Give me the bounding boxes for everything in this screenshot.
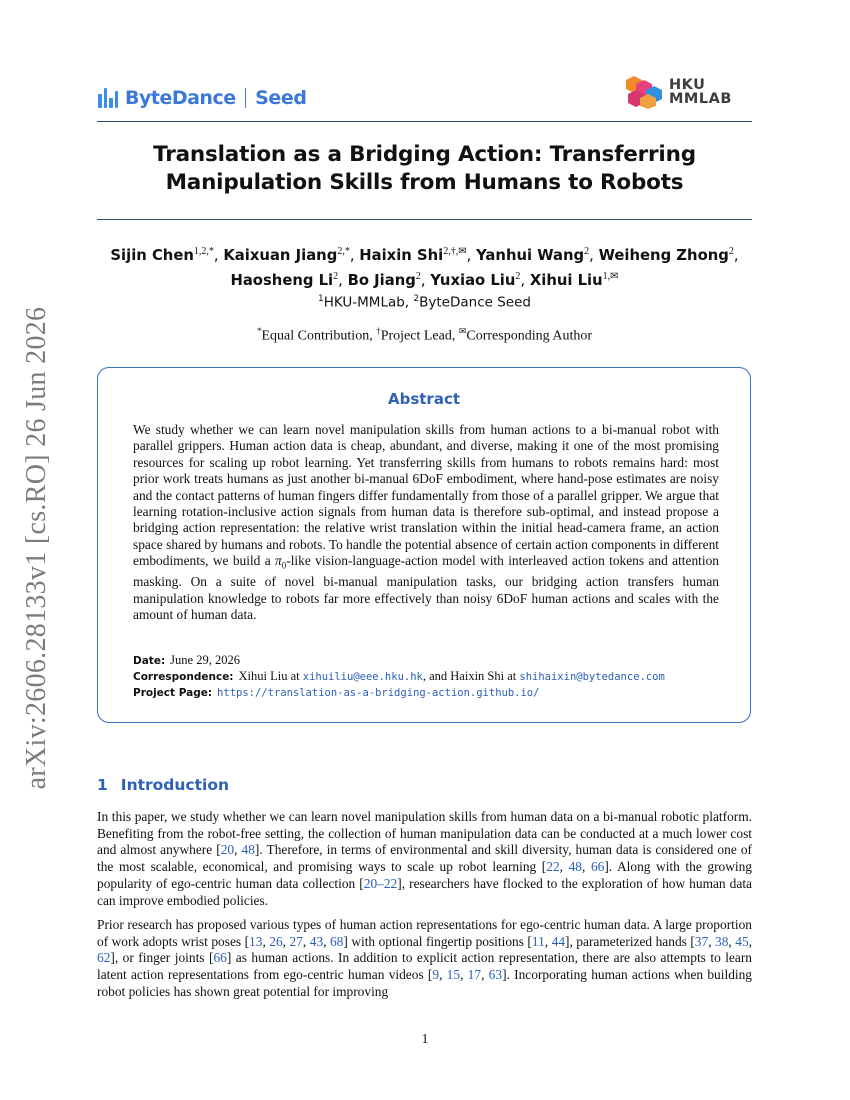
author: Sijin Chen$^{1,2,*}$	[110, 246, 214, 264]
page-number: 1	[421, 1031, 429, 1046]
citation-link[interactable]: 37	[694, 933, 709, 949]
mmlab-wordmark: MMLAB	[669, 91, 732, 107]
arxiv-identifier-stamp: arXiv:2606.28133v1 [cs.RO] 26 Jun 2026	[21, 306, 52, 790]
paper-title	[97, 141, 752, 197]
email-link-shi[interactable]: shihaixin@bytedance.com	[519, 671, 665, 683]
affiliations: $^1$HKU-MMLab, $^2$ByteDance Seed	[318, 294, 531, 311]
hku-wordmark: HKU	[669, 77, 706, 93]
author: Haosheng Li$^2$	[230, 270, 339, 289]
citation-link[interactable]: 45	[735, 933, 749, 949]
citation-link[interactable]: 43	[309, 933, 324, 949]
header-rule	[97, 121, 752, 122]
citation-link[interactable]: 48	[241, 842, 255, 858]
author: Yuxiao Liu$^2$	[430, 270, 521, 289]
section-heading-introduction: 1 Introduction	[97, 776, 230, 794]
citation-link[interactable]: 48	[568, 859, 582, 875]
correspondence-line: Correspondence: Xihui Liu at xihuiliu@eee.hku.hk, and Haixin Shi at shihaixin@bytedance.com	[133, 669, 665, 683]
author: Kaixuan Jiang$^{2,*}$	[223, 246, 350, 264]
intro-paragraph-2: Prior research has proposed various types of human action representations for ego-centric human data. A large proportion of work adopts wrist poses [13, 26, 27, 43, 68] with optional fingertip positions [11, 44], parameterized hands [37, 38, 45, 62], or finger joints [66] as human actions. In addition to explicit action representation, there are also attempts to learn latent action representations from ego-centric human videos [9, 15, 17, 63]. Incorporating human actions when building robot policies has shown great potential for improving	[97, 917, 753, 999]
citation-link[interactable]: 15	[446, 967, 461, 983]
author: Xihui Liu$^{1,✉}$	[529, 270, 619, 289]
abstract-text: We study whether we can learn novel manipulation skills from human actions to a bi-manual robot with parallel grippers. Human action data is cheap, abundant, and diverse, making it one of the most promising resources for scaling up robot learning. Yet transferring skills from humans to robots remains hard: most prior work treats humans as just another bi-manual 6DoF embodiment, where hand-pose estimates are noisy and the contact patterns of human fingers differ fundamentally from those of a parallel gripper. We argue that learning rotation-inclusive action signals from human data is therefore sub-optimal, and instead propose a bridging action representation: the relative wrist translation within the initial head-camera frame, an action space shared by humans and robots. To handle the potential absence of certain action components in different embodiments, we build a $\pi_0$-like vision-language-action model with interleaved action tokens and attention masking. On a suite of novel bi-manual manipulation tasks, our bridging action transfers human manipulation knowledge to robots far more effectively than noisy 6DoF human actions and scales with the amount of human data.	[133, 422, 719, 623]
abstract-heading: Abstract	[387, 390, 461, 408]
bytedance-wordmark: ByteDance	[125, 87, 236, 109]
project-page-link[interactable]: https://translation-as-a-bridging-action.github.io/	[217, 687, 540, 699]
title-line-2: Manipulation Skills from Humans to Robots	[165, 170, 684, 195]
citation-link[interactable]: 20–22	[363, 875, 398, 891]
hku-mmlab-logo	[622, 74, 732, 110]
title-line-1: Translation as a Bridging Action: Transferring	[153, 142, 696, 167]
citation-link[interactable]: 20	[220, 842, 235, 858]
citation-link[interactable]: 11	[531, 933, 545, 949]
author: Weiheng Zhong$^2$	[598, 246, 734, 264]
intro-paragraph-1: In this paper, we study whether we can learn novel manipulation skills from human data on a bi-manual robotic platform. Benefiting from the robot-free setting, the collection of human manipulation data can be conducted at a much lower cost and almost anywhere [20, 48]. Therefore, in terms of environmental and skill diversity, human data is considered one of the most scalable, economical, and promising ways to scale up robot learning [22, 48, 66]. Along with the growing popularity of ego-centric human data collection [20–22], researchers have flocked to the exploration of how human data can improve embodied policies.	[97, 809, 753, 908]
citation-link[interactable]: 66	[590, 859, 605, 875]
author: Yanhui Wang$^2$	[476, 246, 590, 264]
title-rule	[97, 219, 752, 220]
email-link-liu[interactable]: xihuiliu@eee.hku.hk	[302, 671, 423, 683]
citation-link[interactable]: 9	[432, 967, 440, 983]
mmlab-hexagon-icon	[622, 74, 664, 110]
abstract-box	[97, 367, 751, 723]
citation-link[interactable]: 68	[329, 933, 344, 949]
citation-link[interactable]: 38	[715, 933, 729, 949]
author-list: Sijin Chen$^{1,2,*}$, Kaixuan Jiang$^{2,*}$, Haixin Shi$^{2,\dagger,✉}$, Yanhui Wang$^2$, Weiheng Zhong$^2$, Haosheng Li$^2$, Bo Jiang$^2$, Yuxiao Liu$^2$, Xihui Liu$^{1,✉}$	[110, 246, 739, 289]
logo-separator	[245, 88, 247, 108]
author: Haixin Shi$^{2,\dagger,✉}$	[359, 246, 467, 264]
author: Bo Jiang$^2$	[347, 270, 421, 289]
citation-link[interactable]: 66	[213, 950, 227, 966]
citation-link[interactable]: 26	[269, 933, 283, 949]
project-page-line: Project Page: https://translation-as-a-bridging-action.github.io/	[133, 687, 540, 699]
citation-link[interactable]: 62	[97, 950, 111, 966]
citation-link[interactable]: 22	[546, 859, 560, 875]
contribution-notes: *Equal Contribution, †Project Lead, ✉Corresponding Author	[256, 326, 592, 344]
citation-link[interactable]: 63	[488, 967, 503, 983]
citation-link[interactable]: 27	[289, 933, 303, 949]
date-line: Date: June 29, 2026	[133, 653, 240, 667]
bytedance-seed-logo	[98, 86, 307, 110]
bytedance-bars-icon	[98, 88, 118, 108]
seed-wordmark: Seed	[255, 87, 307, 109]
citation-link[interactable]: 13	[249, 933, 263, 949]
citation-link[interactable]: 44	[551, 933, 566, 949]
citation-link[interactable]: 17	[467, 967, 482, 983]
